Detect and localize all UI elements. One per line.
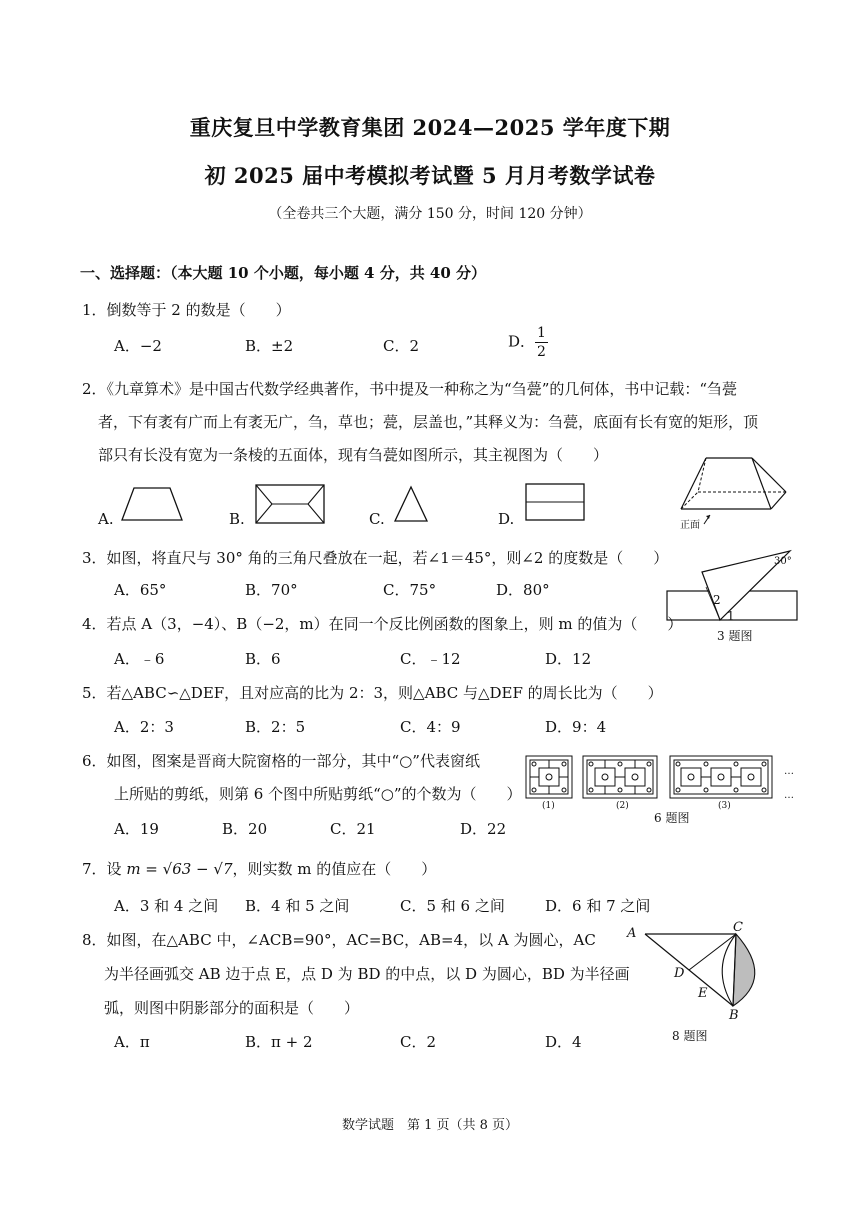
q8-option-b: B．π + 2 (245, 1033, 313, 1051)
q6-line1: 6．如图，图案是晋商大院窗格的一部分，其中“○”代表窗纸 (82, 752, 480, 770)
q6-figure-caption: 6 题图 (654, 811, 690, 825)
q6-option-a: A．19 (114, 820, 159, 838)
q8-point-e: E (698, 986, 708, 1001)
q3-label-30: 30° (774, 556, 792, 567)
q1-option-c: C．2 (383, 337, 420, 355)
q6-ellipsis-top: … (784, 766, 794, 777)
q3-option-d: D．80° (496, 581, 550, 599)
q2-line1: 2．《九章算术》是中国古代数学经典著作，书中提及一种称之为“刍甍”的几何体，书中记载：“刍甍 (82, 380, 738, 398)
q2-option-a-label: A. (98, 510, 114, 528)
q7-suffix: ，则实数 m 的值应在（ ） (232, 860, 437, 878)
q3-option-a: A．65° (114, 581, 167, 599)
q3-stem: 3．如图，将直尺与 30° 角的三角尺叠放在一起，若∠1＝45°，则∠2 的度数是（ ） (82, 549, 669, 567)
q8-line3: 弧，则图中阴影部分的面积是（ ） (104, 999, 360, 1017)
q2-option-d-label: D. (498, 510, 515, 528)
q1-stem: 1．倒数等于 2 的数是（ ） (82, 301, 291, 319)
q8-point-a: A (627, 926, 637, 941)
q5-option-b: B．2：5 (245, 718, 306, 736)
section-heading: 一、选择题：（本大题 10 个小题，每小题 4 分，共 40 分） (80, 264, 487, 282)
q8-line2: 为半径画弧交 AB 边于点 E，点 D 为 BD 的中点，以 D 为圆心，BD 为半径画 (104, 965, 630, 983)
q3-option-c: C．75° (383, 581, 437, 599)
q6-option-d: D．22 (460, 820, 507, 838)
q4-option-a: A．﹣6 (114, 650, 165, 668)
q2-option-c-triangle (393, 485, 429, 523)
q3-figure-caption: 3 题图 (717, 629, 753, 643)
q2-line2: 者，下有袤有广而上有袤无广，刍，草也；甍，层盖也，”其释义为：刍甍，底面有长有宽的矩形，顶 (98, 413, 759, 431)
q7-option-b: B．4 和 5 之间 (245, 897, 350, 915)
q3-option-b: B．70° (245, 581, 298, 599)
q2-option-b-rect-with-diagonals (254, 483, 326, 525)
q6-fig1-label: (1) (542, 801, 555, 811)
q6-fig2-label: (2) (616, 801, 629, 811)
q8-option-a: A．π (114, 1033, 150, 1051)
q6-fig3-label: (3) (718, 801, 731, 811)
q7-option-a: A．3 和 4 之间 (114, 897, 219, 915)
q2-option-b-label: B. (229, 510, 245, 528)
q8-point-c: C (733, 920, 743, 935)
q4-stem: 4．若点 A（3，−4）、B（−2，m）在同一个反比例函数的图象上，则 m 的值为（ ） (82, 615, 683, 633)
q5-option-a: A．2：3 (114, 718, 174, 736)
exam-title-line2: 初 2025 届中考模拟考试暨 5 月月考数学试卷 (204, 163, 656, 188)
q8-line1: 8．如图，在△ABC 中，∠ACB=90°，AC=BC，AB=4，以 A 为圆心，AC (82, 931, 596, 949)
q1-fraction-numerator: 1 (537, 325, 546, 341)
q2-option-d-rect (524, 482, 586, 522)
q5-option-c: C．4：9 (400, 718, 461, 736)
q6-window-pattern-figures (524, 754, 780, 802)
q7-option-c: C．5 和 6 之间 (400, 897, 505, 915)
q8-figure-caption: 8 题图 (672, 1029, 708, 1043)
q1-option-b: B．±2 (245, 337, 294, 355)
q3-label-1: 1 (727, 609, 735, 623)
q3-label-2: 2 (713, 593, 721, 607)
q5-stem: 5．若△ABC∽△DEF，且对应高的比为 2：3，则△ABC 与△DEF 的周长比为（ ） (82, 684, 663, 702)
q2-option-c-label: C. (369, 510, 385, 528)
q6-option-c: C．21 (330, 820, 376, 838)
q7-stem (82, 858, 436, 879)
q4-option-b: B．6 (245, 650, 281, 668)
q2-option-a-trapezoid (120, 485, 184, 523)
q7-prefix: 7．设 (82, 860, 127, 878)
q1-fraction-denominator: 2 (537, 344, 546, 360)
q4-option-c: C．﹣12 (400, 650, 461, 668)
q6-option-b: B．20 (222, 820, 268, 838)
q1-option-d-prefix: D． (508, 332, 536, 351)
q7-option-d: D．6 和 7 之间 (545, 897, 651, 915)
q1-fraction (535, 326, 548, 359)
q1-option-a: A．−2 (114, 337, 162, 355)
q4-option-d: D．12 (545, 650, 592, 668)
q5-option-d: D．9：4 (545, 718, 607, 736)
q6-line2: 上所贴的剪纸，则第 6 个图中所贴剪纸“○”的个数为（ ） (114, 785, 522, 803)
q2-front-label: 正面 (680, 520, 700, 531)
page-footer: 数学试题 第 1 页（共 8 页） (341, 1118, 519, 1133)
q8-geometry-figure (640, 922, 790, 1022)
exam-subtitle: （全卷共三个大题，满分 150 分，时间 120 分钟） (268, 206, 592, 222)
q8-point-b: B (729, 1008, 739, 1023)
exam-title-line1: 重庆复旦中学教育集团 2024—2025 学年度下期 (189, 115, 671, 140)
q7-expression: m = √63 − √7 (126, 860, 233, 878)
q6-ellipsis-bottom: … (784, 790, 794, 801)
q1-option-d (508, 326, 548, 359)
q8-option-d: D．4 (545, 1033, 582, 1051)
q2-line3: 部只有长没有宽为一条棱的五面体，现有刍甍如图所示，其主视图为（ ） (98, 446, 609, 464)
q8-option-c: C．2 (400, 1033, 437, 1051)
q8-point-d: D (674, 966, 685, 981)
